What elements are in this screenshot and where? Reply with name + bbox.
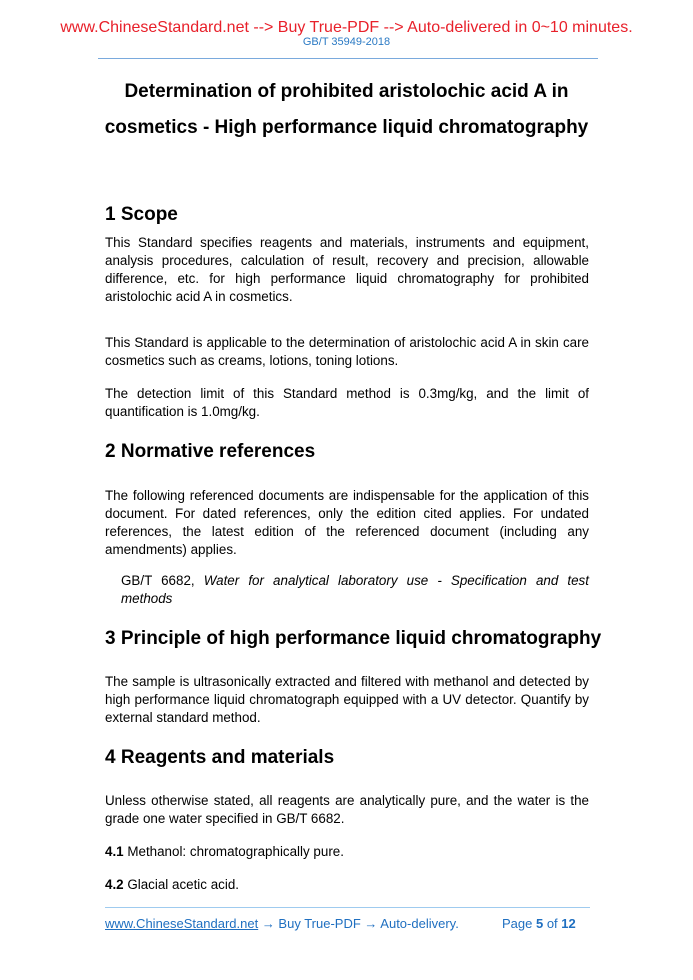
section-heading-references: 2 Normative references [105, 441, 316, 462]
section-heading-scope: 1 Scope [105, 204, 178, 225]
promo-banner[interactable]: www.ChineseStandard.net --> Buy True-PDF --> Auto-delivered in 0~10 minutes. [60, 19, 633, 36]
footer-promo [105, 916, 459, 931]
clause-number: 4.2 [105, 877, 124, 892]
paragraph: Unless otherwise stated, all reagents are analytically pure, and the water is the grade one water specified in GB/T 6682. [105, 793, 589, 826]
clause-text: Glacial acetic acid. [123, 877, 239, 892]
reference-code: GB/T 6682, [121, 573, 204, 588]
paragraph: The following referenced documents are indispensable for the application of this document. For dated references, only the edition cited applies. For undated references, the latest edition of the referenced document (including any amendments) applies. [105, 488, 589, 557]
doc-title-line2: cosmetics - High performance liquid chromatography [104, 117, 589, 138]
paragraph: This Standard is applicable to the determination of aristolochic acid A in skin care cosmetics such as creams, lotions, toning lotions. [105, 335, 589, 368]
standard-number: GB/T 35949-2018 [302, 36, 391, 48]
footer-divider [105, 907, 590, 908]
page-of: of [543, 916, 562, 931]
section-heading-reagents: 4 Reagents and materials [105, 747, 335, 768]
page-label: Page [502, 916, 536, 931]
section-heading-principle: 3 Principle of high performance liquid chromatography [105, 628, 602, 649]
paragraph: The sample is ultrasonically extracted and filtered with methanol and detected by high performance liquid chromatograph equipped with a UV detector. Quantify by external standard method. [105, 674, 589, 725]
doc-title-line1: Determination of prohibited aristolochic acid A in [124, 81, 569, 102]
clause-text: Methanol: chromatographically pure. [123, 844, 344, 859]
total-pages: 12 [561, 916, 576, 931]
clause-4-2 [105, 876, 589, 894]
clause-number: 4.1 [105, 844, 124, 859]
page-indicator [502, 916, 576, 931]
paragraph: This Standard specifies reagents and materials, instruments and equipment, analysis procedures, calculation of result, recovery and precision, allowable difference, etc. for high performance liquid chromatography for prohibited aristolochic acid A in cosmetics. [105, 235, 589, 304]
paragraph: The detection limit of this Standard method is 0.3mg/kg, and the limit of quantification is 1.0mg/kg. [105, 386, 589, 419]
reference-item [121, 572, 589, 608]
current-page: 5 [535, 916, 544, 931]
header-divider [98, 58, 598, 59]
clause-4-1 [105, 843, 589, 861]
reference-title: Water for analytical laboratory use - Specification and test methods [121, 573, 589, 606]
footer-link[interactable]: www.ChineseStandard.net [105, 916, 259, 931]
footer-promo-text: → Buy True-PDF → Auto-delivery. [258, 916, 459, 931]
